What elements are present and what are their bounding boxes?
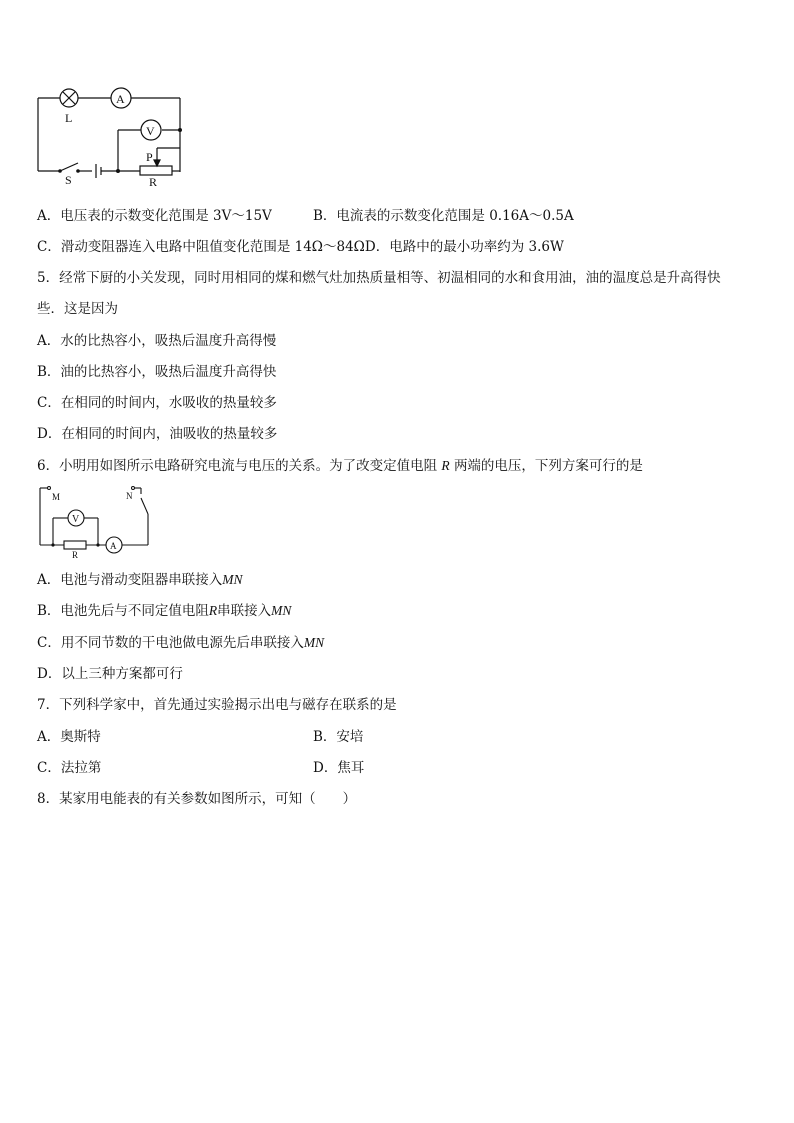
q5-option-a: A．水的比热容小，吸热后温度升高得慢 bbox=[37, 333, 277, 349]
terminal-n-label: N bbox=[126, 491, 133, 501]
q6-option-d: D．以上三种方案都可行 bbox=[37, 666, 183, 682]
q6-stem-part2: 两端的电压，下列方案可行的是 bbox=[453, 458, 643, 474]
q7-option-c: C．法拉第 bbox=[37, 760, 102, 776]
switch-label: S bbox=[65, 173, 72, 187]
q7-option-d: D．焦耳 bbox=[313, 760, 365, 776]
q4-options-cd bbox=[37, 238, 564, 256]
q6-option-a bbox=[37, 571, 243, 589]
circuit-diagram-1 bbox=[30, 84, 200, 190]
ammeter-label: A bbox=[116, 92, 125, 106]
slider-label: P bbox=[146, 150, 153, 164]
resistor-icon bbox=[64, 541, 86, 549]
resistor-label: R bbox=[72, 550, 79, 558]
rheostat-label: R bbox=[149, 175, 158, 189]
q6-option-c-mn: MN bbox=[303, 635, 325, 650]
q6-option-b-var: R bbox=[208, 603, 218, 618]
q6-option-b-text: B．电池先后与不同定值电阻 bbox=[37, 603, 209, 619]
q6-stem-var: R bbox=[441, 458, 450, 473]
q5-option-b: B．油的比热容小，吸热后温度升高得快 bbox=[37, 364, 277, 380]
q6-stem-part1: 6．小明用如图所示电路研究电流与电压的关系。为了改变定值电阻 bbox=[37, 458, 438, 474]
q7-option-b: B．安培 bbox=[313, 729, 364, 745]
q6-stem bbox=[37, 457, 643, 475]
lamp-label: L bbox=[65, 111, 73, 125]
q4-option-c: C．滑动变阻器连入电路中阻值变化范围是 14Ω～84Ω bbox=[37, 239, 365, 255]
q7-stem: 7．下列科学家中，首先通过实验揭示出电与磁存在联系的是 bbox=[37, 697, 397, 713]
q4-option-a: A．电压表的示数变化范围是 3V～15V bbox=[37, 208, 272, 224]
q6-option-a-mn: MN bbox=[222, 572, 243, 587]
q5-option-d: D．在相同的时间内，油吸收的热量较多 bbox=[37, 426, 278, 442]
q6-option-b bbox=[37, 602, 291, 620]
q5-stem-line1: 5．经常下厨的小关发现，同时用相同的煤和燃气灶加热质量相等、初温相同的水和食用油，油的温度总是升高得快 bbox=[37, 270, 721, 286]
q8-stem: 8．某家用电能表的有关参数如图所示，可知（ ） bbox=[37, 791, 357, 807]
q7-option-a: A．奥斯特 bbox=[37, 729, 101, 745]
circuit-diagram-2 bbox=[30, 482, 160, 558]
voltmeter-label-2: V bbox=[72, 514, 80, 525]
ammeter-label-2: A bbox=[110, 541, 117, 551]
q6-option-b-mn: MN bbox=[271, 603, 292, 618]
q6-option-c bbox=[37, 634, 324, 652]
q4-option-b: B．电流表的示数变化范围是 0.16A～0.5A bbox=[313, 208, 574, 224]
terminal-m-label: M bbox=[52, 492, 61, 502]
q6-option-b-text2: 串联接入 bbox=[217, 603, 272, 619]
q5-stem-line2: 些．这是因为 bbox=[37, 301, 118, 317]
q6-option-a-text: A．电池与滑动变阻器串联接入 bbox=[37, 572, 223, 588]
q4-option-d: D．电路中的最小功率约为 3.6W bbox=[364, 239, 564, 255]
voltmeter-label: V bbox=[146, 124, 155, 138]
q6-option-c-text: C．用不同节数的干电池做电源先后串联接入 bbox=[37, 635, 304, 651]
q5-option-c: C．在相同的时间内，水吸收的热量较多 bbox=[37, 395, 277, 411]
